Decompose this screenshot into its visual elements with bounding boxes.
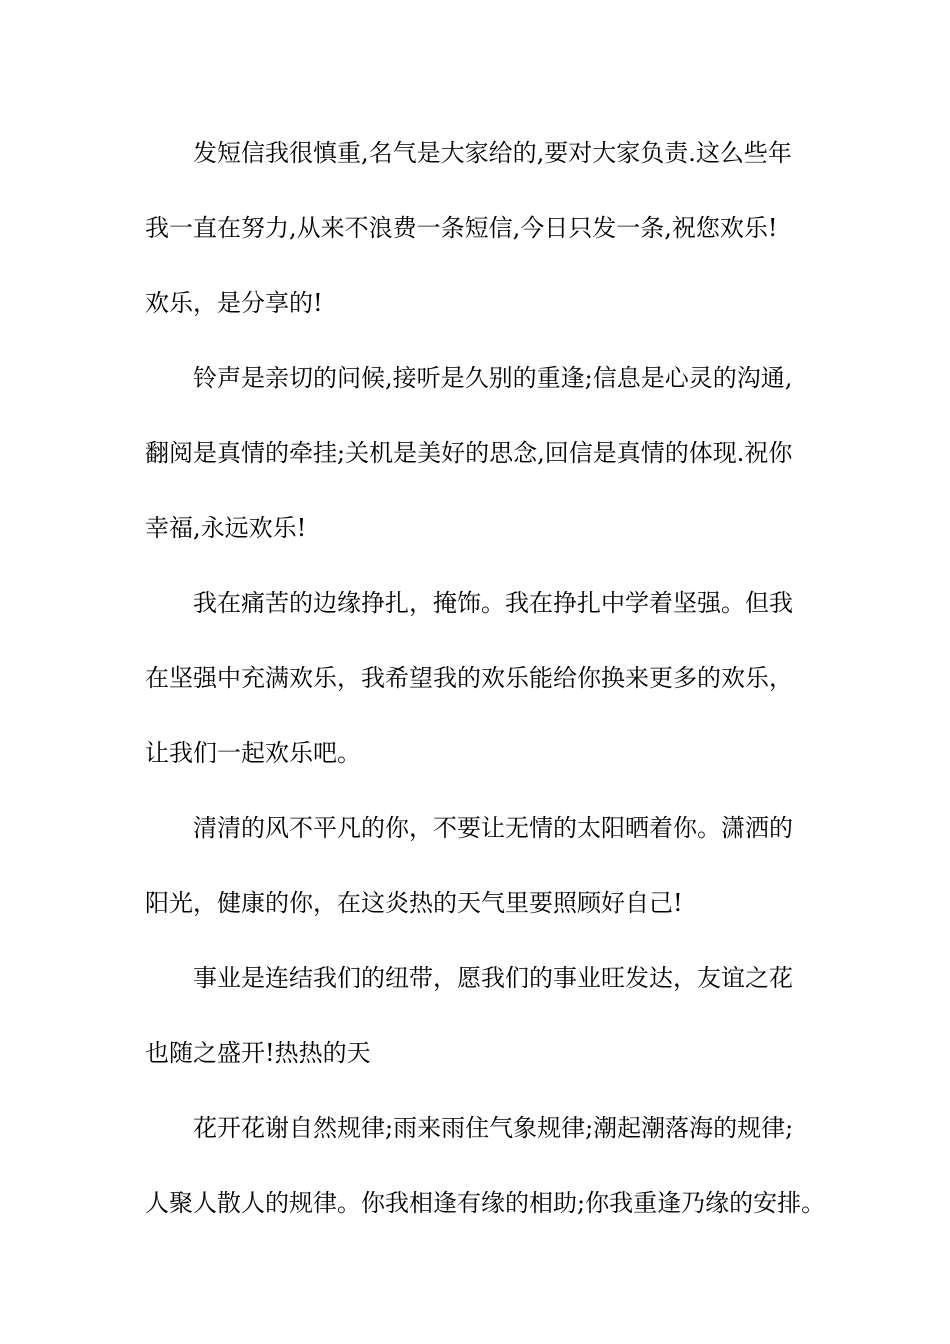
text-line-1: 发短信我很慎重,名气是大家给的,要对大家负责.这么些年 [193,139,792,167]
text-line-6: 幸福,永远欢乐! [145,514,307,542]
text-line-5: 翻阅是真情的牵挂;关机是美好的思念,回信是真情的体现.祝你 [145,439,793,467]
text-line-3: 欢乐，是分享的! [145,289,323,317]
text-line-12: 事业是连结我们的纽带，愿我们的事业旺发达，友谊之花 [193,964,793,992]
text-line-7: 我在痛苦的边缘挣扎，掩饰。我在挣扎中学着坚强。但我 [193,589,793,617]
text-line-14: 花开花谢自然规律;雨来雨住气象规律;潮起潮落海的规律; [193,1114,794,1142]
text-line-4: 铃声是亲切的问候,接听是久别的重逢;信息是心灵的沟通, [193,364,793,392]
text-line-2: 我一直在努力,从来不浪费一条短信,今日只发一条,祝您欢乐! [145,214,778,242]
text-line-11: 阳光，健康的你，在这炎热的天气里要照顾好自己! [145,889,683,917]
text-line-13: 也随之盛开!热热的天 [145,1039,371,1067]
text-line-10: 清清的风不平凡的你，不要让无情的太阳晒着你。潇洒的 [193,814,793,842]
text-line-8: 在坚强中充满欢乐，我希望我的欢乐能给你换来更多的欢乐， [145,664,793,692]
text-line-9: 让我们一起欢乐吧。 [145,739,361,767]
text-line-15: 人聚人散人的规律。你我相逢有缘的相助;你我重逢乃缘的安排。 [145,1189,826,1217]
